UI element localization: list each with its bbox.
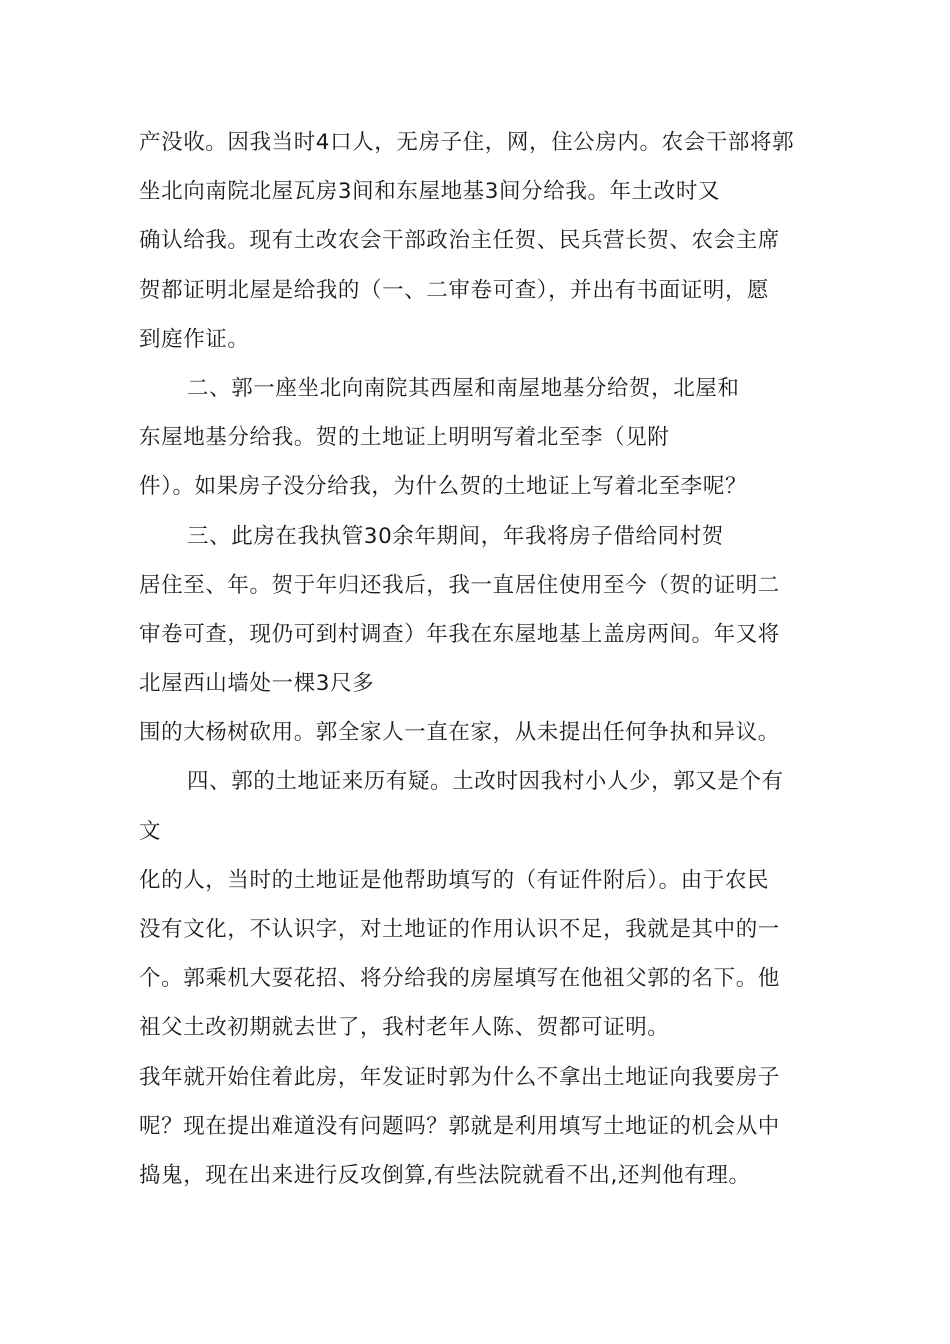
text-line: 到庭作证。 bbox=[139, 326, 250, 352]
text-line: 确认给我。现有土改农会干部政治主任贺、民兵营长贺、农会主席 bbox=[139, 228, 780, 254]
text-line: 我年就开始住着此房，年发证时郭为什么不拿出土地证向我要房子 bbox=[139, 1064, 780, 1090]
document-body bbox=[139, 118, 829, 1200]
text-line: 个。郭乘机大耍花招、将分给我的房屋填写在他祖父郭的名下。他 bbox=[139, 966, 780, 992]
text-line: 捣鬼，现在出来进行反攻倒算,有些法院就看不出,还判他有理。 bbox=[139, 1162, 751, 1188]
paragraph-start-line: 四、郭的土地证来历有疑。土改时因我村小人少，郭又是个有 bbox=[187, 769, 784, 795]
text-line: 没有文化，不认识字，对土地证的作用认识不足，我就是其中的一 bbox=[139, 917, 780, 942]
paragraph-start-line: 三、此房在我执管30余年期间，年我将房子借给同村贺 bbox=[187, 523, 724, 549]
text-line: 贺都证明北屋是给我的（一、二审卷可查），并出有书面证明，愿 bbox=[139, 277, 770, 303]
text-line: 东屋地基分给我。贺的土地证上明明写着北至李（见附 bbox=[139, 425, 670, 451]
text-line: 北屋西山墙处一棵3尺多 bbox=[139, 671, 375, 697]
text-line: 审卷可查，现仍可到村调查）年我在东屋地基上盖房两间。年又将 bbox=[139, 621, 780, 647]
text-line: 祖父土改初期就去世了，我村老年人陈、贺都可证明。 bbox=[139, 1015, 670, 1041]
text-line: 居住至、年。贺于年归还我后，我一直居住使用至今（贺的证明二 bbox=[139, 572, 780, 598]
text-line: 化的人，当时的土地证是他帮助填写的（有证件附后）。由于农民 bbox=[139, 867, 770, 893]
paragraph-start-line: 二、郭一座坐北向南院其西屋和南屋地基分给贺，北屋和 bbox=[187, 375, 740, 401]
text-line: 坐北向南院北屋瓦房3间和东屋地基3间分给我。年土改时又 bbox=[139, 179, 721, 205]
text-line: 文 bbox=[139, 818, 162, 844]
text-line: 围的大杨树砍用。郭全家人一直在家，从未提出任何争执和异议。 bbox=[139, 720, 780, 746]
text-line: 产没收。因我当时4口人，无房子住，网，住公房内。农会干部将郭 bbox=[139, 130, 795, 155]
text-line: 呢？现在提出难道没有问题吗？郭就是利用填写土地证的机会从中 bbox=[139, 1113, 780, 1139]
text-line: 件）。如果房子没分给我，为什么贺的土地证上写着北至李呢？ bbox=[139, 474, 748, 500]
